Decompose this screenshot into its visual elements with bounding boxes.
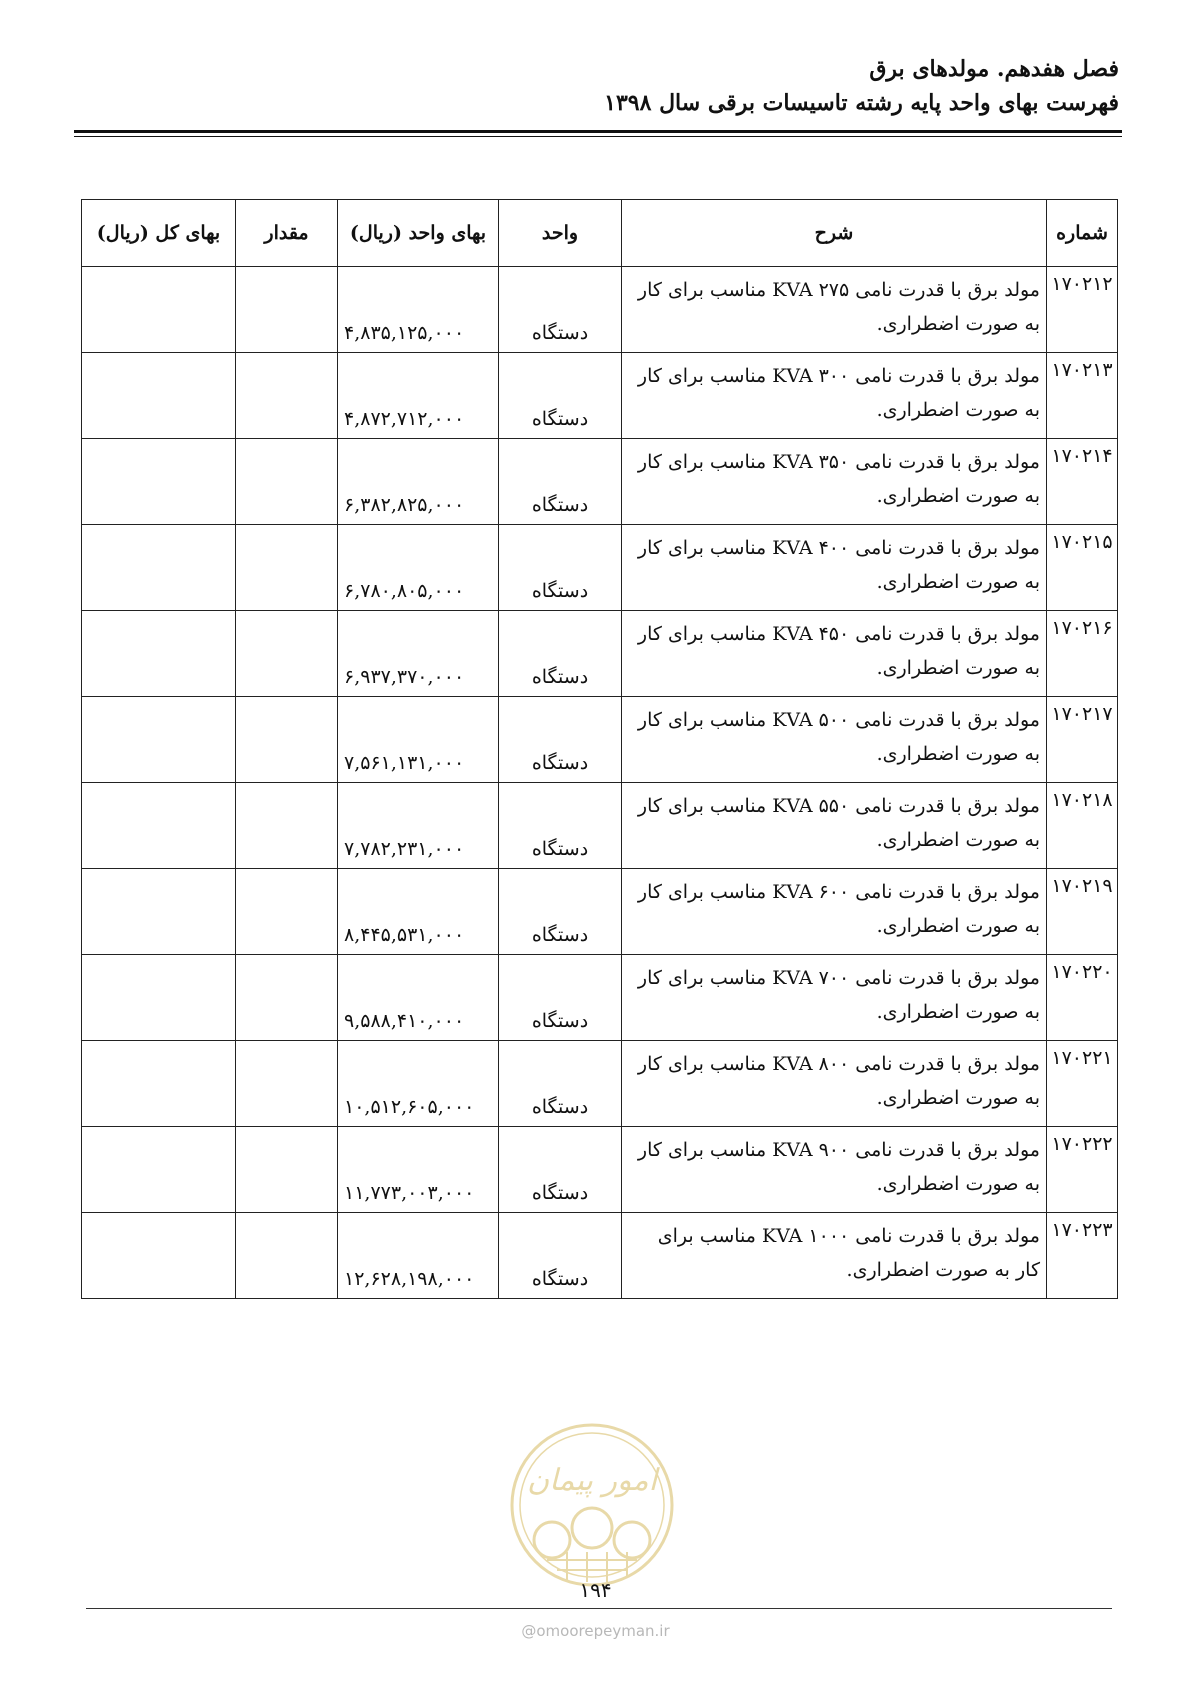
column-header-total-price: بهای کل (ریال) [82,200,236,267]
item-unit-price: ۸,۴۴۵,۵۳۱,۰۰۰ [338,869,499,955]
item-description: مولد برق با قدرت نامی KVA ۷۰۰ مناسب برای کار به صورت اضطراری. [622,955,1047,1041]
item-unit-price: ۴,۸۷۲,۷۱۲,۰۰۰ [338,353,499,439]
item-number: ۱۷۰۲۲۱ [1047,1041,1118,1127]
item-unit: دستگاه [499,611,622,697]
table-row [82,955,1118,1041]
gear-icon [534,1522,570,1558]
item-number: ۱۷۰۲۱۴ [1047,439,1118,525]
item-unit-price: ۱۰,۵۱۲,۶۰۵,۰۰۰ [338,1041,499,1127]
item-unit-price: ۱۱,۷۷۳,۰۰۳,۰۰۰ [338,1127,499,1213]
item-unit: دستگاه [499,1127,622,1213]
item-number: ۱۷۰۲۱۷ [1047,697,1118,783]
table-row [82,611,1118,697]
table-row [82,439,1118,525]
item-unit: دستگاه [499,439,622,525]
table-header-row [82,200,1118,267]
item-quantity [236,1041,338,1127]
column-header-unit-price: بهای واحد (ریال) [338,200,499,267]
item-description: مولد برق با قدرت نامی KVA ۵۵۰ مناسب برای کار به صورت اضطراری. [622,783,1047,869]
chapter-title: فصل هفدهم. مولدهای برق [869,56,1119,82]
item-number: ۱۷۰۲۱۵ [1047,525,1118,611]
table-row [82,1041,1118,1127]
item-total-price [82,1041,236,1127]
item-description: مولد برق با قدرت نامی KVA ۸۰۰ مناسب برای کار به صورت اضطراری. [622,1041,1047,1127]
item-unit-price: ۶,۳۸۲,۸۲۵,۰۰۰ [338,439,499,525]
item-unit-price: ۶,۹۳۷,۳۷۰,۰۰۰ [338,611,499,697]
item-unit: دستگاه [499,525,622,611]
item-unit: دستگاه [499,697,622,783]
item-unit-price: ۴,۸۳۵,۱۲۵,۰۰۰ [338,267,499,353]
item-total-price [82,1213,236,1299]
table-row [82,1213,1118,1299]
page-header [69,52,1119,120]
item-quantity [236,1213,338,1299]
item-number: ۱۷۰۲۱۲ [1047,267,1118,353]
header-rule-thin [74,136,1122,137]
price-table [81,199,1118,1299]
website-link[interactable]: @omoorepeyman.ir [521,1622,670,1640]
item-unit-price: ۷,۵۶۱,۱۳۱,۰۰۰ [338,697,499,783]
item-description: مولد برق با قدرت نامی KVA ۶۰۰ مناسب برای کار به صورت اضطراری. [622,869,1047,955]
item-unit: دستگاه [499,1041,622,1127]
item-unit-price: ۷,۷۸۲,۲۳۱,۰۰۰ [338,783,499,869]
item-description: مولد برق با قدرت نامی KVA ۳۵۰ مناسب برای کار به صورت اضطراری. [622,439,1047,525]
item-unit: دستگاه [499,783,622,869]
table-row [82,525,1118,611]
item-quantity [236,783,338,869]
item-unit: دستگاه [499,267,622,353]
document-subtitle: فهرست بهای واحد پایه رشته تاسیسات برقی سال ۱۳۹۸ [604,90,1119,116]
header-rule-thick [74,130,1122,133]
table-row [82,783,1118,869]
table-row [82,869,1118,955]
item-total-price [82,697,236,783]
item-unit-price: ۹,۵۸۸,۴۱۰,۰۰۰ [338,955,499,1041]
item-quantity [236,611,338,697]
item-unit: دستگاه [499,869,622,955]
item-quantity [236,525,338,611]
item-description: مولد برق با قدرت نامی KVA ۳۰۰ مناسب برای کار به صورت اضطراری. [622,353,1047,439]
item-quantity [236,697,338,783]
item-number: ۱۷۰۲۲۲ [1047,1127,1118,1213]
item-unit: دستگاه [499,1213,622,1299]
watermark-logo [507,1420,677,1590]
worker-icon [572,1508,612,1548]
item-description: مولد برق با قدرت نامی KVA ۴۵۰ مناسب برای کار به صورت اضطراری. [622,611,1047,697]
item-total-price [82,1127,236,1213]
page-number: ۱۹۴ [579,1578,612,1602]
item-unit-price: ۶,۷۸۰,۸۰۵,۰۰۰ [338,525,499,611]
item-number: ۱۷۰۲۱۸ [1047,783,1118,869]
item-number: ۱۷۰۲۱۹ [1047,869,1118,955]
column-header-quantity: مقدار [236,200,338,267]
column-header-unit: واحد [499,200,622,267]
footer-rule [86,1608,1112,1609]
item-unit-price: ۱۲,۶۲۸,۱۹۸,۰۰۰ [338,1213,499,1299]
item-number: ۱۷۰۲۲۰ [1047,955,1118,1041]
table-row [82,353,1118,439]
item-description: مولد برق با قدرت نامی KVA ۲۷۵ مناسب برای کار به صورت اضطراری. [622,267,1047,353]
item-description: مولد برق با قدرت نامی KVA ۹۰۰ مناسب برای کار به صورت اضطراری. [622,1127,1047,1213]
item-description: مولد برق با قدرت نامی KVA ۵۰۰ مناسب برای کار به صورت اضطراری. [622,697,1047,783]
item-quantity [236,955,338,1041]
table-row [82,267,1118,353]
item-number: ۱۷۰۲۲۳ [1047,1213,1118,1299]
item-unit: دستگاه [499,353,622,439]
item-unit: دستگاه [499,955,622,1041]
item-description: مولد برق با قدرت نامی KVA ۴۰۰ مناسب برای کار به صورت اضطراری. [622,525,1047,611]
item-quantity [236,353,338,439]
item-total-price [82,525,236,611]
item-total-price [82,353,236,439]
item-total-price [82,955,236,1041]
item-total-price [82,869,236,955]
table-row [82,1127,1118,1213]
item-quantity [236,439,338,525]
watermark-logo-text: امور پیمان [527,1463,657,1498]
table-row [82,697,1118,783]
item-total-price [82,611,236,697]
item-number: ۱۷۰۲۱۶ [1047,611,1118,697]
item-total-price [82,439,236,525]
item-quantity [236,869,338,955]
item-total-price [82,267,236,353]
item-total-price [82,783,236,869]
gear-icon [614,1522,650,1558]
column-header-description: شرح [622,200,1047,267]
item-quantity [236,1127,338,1213]
column-header-number: شماره [1047,200,1118,267]
item-description: مولد برق با قدرت نامی KVA ۱۰۰۰ مناسب برای کار به صورت اضطراری. [622,1213,1047,1299]
item-quantity [236,267,338,353]
item-number: ۱۷۰۲۱۳ [1047,353,1118,439]
